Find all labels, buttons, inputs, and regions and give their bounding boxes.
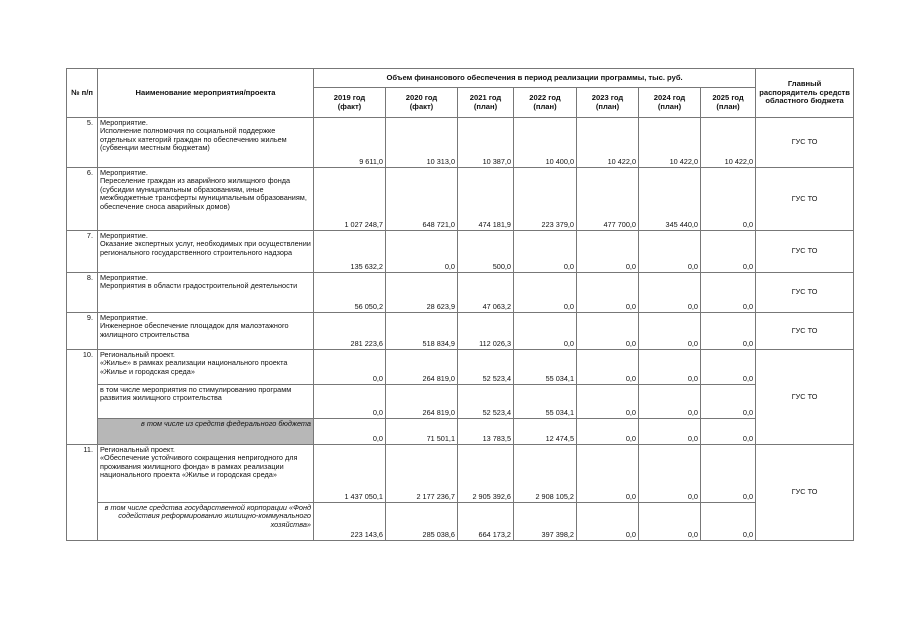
- cell-value: 28 623,9: [386, 273, 458, 313]
- cell-value: 0,0: [701, 313, 756, 350]
- cell-value: 10 422,0: [639, 118, 701, 168]
- cell-value: 0,0: [701, 273, 756, 313]
- col-header-no: № п/п: [67, 69, 98, 118]
- table-subrow: [67, 385, 854, 419]
- cell-value: 0,0: [514, 313, 577, 350]
- cell-value: 12 474,5: [514, 419, 577, 445]
- cell-value: 1 437 050,1: [314, 445, 386, 503]
- cell-value: 71 501,1: [386, 419, 458, 445]
- col-header-year: 2021 год (план): [458, 88, 514, 118]
- cell-responsible: ГУС ТО: [756, 273, 854, 313]
- cell-value: 55 034,1: [514, 385, 577, 419]
- row-number: 11.: [67, 445, 98, 541]
- row-name: Мероприятие. Оказание экспертных услуг, необходимых при осуществлении регионального государственного строительного надзора: [98, 231, 314, 273]
- col-header-year: 2022 год (план): [514, 88, 577, 118]
- row-number: 5.: [67, 118, 98, 168]
- cell-value: 285 038,6: [386, 503, 458, 541]
- table-row: [67, 118, 854, 168]
- cell-responsible: ГУС ТО: [756, 118, 854, 168]
- cell-value: 10 422,0: [577, 118, 639, 168]
- row-subname: в том числе мероприятия по стимулированию программ развития жилищного строительства: [98, 385, 314, 419]
- cell-value: 477 700,0: [577, 168, 639, 231]
- cell-value: 664 173,2: [458, 503, 514, 541]
- cell-value: 223 379,0: [514, 168, 577, 231]
- cell-responsible: ГУС ТО: [756, 231, 854, 273]
- cell-value: 0,0: [701, 385, 756, 419]
- cell-value: 0,0: [577, 503, 639, 541]
- table-row: [67, 445, 854, 503]
- cell-value: 281 223,6: [314, 313, 386, 350]
- col-header-responsible: Главный распорядитель средств областного бюджета: [756, 69, 854, 118]
- cell-value: 0,0: [577, 419, 639, 445]
- cell-value: 0,0: [639, 350, 701, 385]
- row-name: Региональный проект. «Жилье» в рамках реализации национального проекта «Жилье и городская среда»: [98, 350, 314, 385]
- cell-value: 474 181,9: [458, 168, 514, 231]
- cell-value: 648 721,0: [386, 168, 458, 231]
- cell-value: 0,0: [514, 231, 577, 273]
- cell-value: 52 523,4: [458, 350, 514, 385]
- cell-value: 0,0: [577, 231, 639, 273]
- cell-value: 397 398,2: [514, 503, 577, 541]
- cell-value: 0,0: [639, 273, 701, 313]
- cell-value: 0,0: [701, 445, 756, 503]
- table-row: [67, 168, 854, 231]
- cell-responsible: ГУС ТО: [756, 350, 854, 445]
- cell-value: 0,0: [577, 385, 639, 419]
- row-name: Региональный проект. «Обеспечение устойчивого сокращения непригодного для проживания жилищного фонда» в рамках реализации национального проекта «Жилье и городская среда»: [98, 445, 314, 503]
- cell-value: 0,0: [577, 273, 639, 313]
- col-header-year: 2023 год (план): [577, 88, 639, 118]
- cell-value: 2 908 105,2: [514, 445, 577, 503]
- table-row: [67, 313, 854, 350]
- cell-value: 0,0: [639, 231, 701, 273]
- cell-value: 52 523,4: [458, 385, 514, 419]
- table-row: [67, 350, 854, 385]
- col-header-year: 2025 год (план): [701, 88, 756, 118]
- row-number: 9.: [67, 313, 98, 350]
- cell-value: 9 611,0: [314, 118, 386, 168]
- row-number: 8.: [67, 273, 98, 313]
- cell-value: 0,0: [314, 385, 386, 419]
- cell-responsible: ГУС ТО: [756, 168, 854, 231]
- row-number: 7.: [67, 231, 98, 273]
- row-subname: в том числе средства государственной корпорации «Фонд содействия реформированию жилищно-коммунального хозяйства»: [98, 503, 314, 541]
- cell-value: 112 026,3: [458, 313, 514, 350]
- cell-value: 2 177 236,7: [386, 445, 458, 503]
- cell-value: 2 905 392,6: [458, 445, 514, 503]
- cell-value: 10 387,0: [458, 118, 514, 168]
- cell-value: 0,0: [639, 385, 701, 419]
- col-header-volume: Объем финансового обеспечения в период реализации программы, тыс. руб.: [314, 69, 756, 88]
- table-subrow: [67, 503, 854, 541]
- cell-value: 0,0: [577, 313, 639, 350]
- row-name: Мероприятие. Переселение граждан из аварийного жилищного фонда (субсидии муниципальным образованиям, иные межбюджетные трансферты муниципальным образованиям, обеспечение сноса аварийных домов): [98, 168, 314, 231]
- col-header-year: 2019 год (факт): [314, 88, 386, 118]
- row-name: Мероприятие. Мероприятия в области градостроительной деятельности: [98, 273, 314, 313]
- table-row: [67, 273, 854, 313]
- cell-value: 0,0: [701, 350, 756, 385]
- cell-value: 0,0: [639, 419, 701, 445]
- row-subname-shaded: в том числе из средств федерального бюджета: [98, 419, 314, 445]
- cell-value: 10 422,0: [701, 118, 756, 168]
- cell-value: 56 050,2: [314, 273, 386, 313]
- row-name: Мероприятие. Инженерное обеспечение площадок для малоэтажного жилищного строительства: [98, 313, 314, 350]
- cell-value: 0,0: [639, 503, 701, 541]
- row-number: 10.: [67, 350, 98, 445]
- cell-value: 10 400,0: [514, 118, 577, 168]
- cell-value: 0,0: [386, 231, 458, 273]
- cell-value: 55 034,1: [514, 350, 577, 385]
- cell-value: 0,0: [514, 273, 577, 313]
- cell-value: 0,0: [577, 350, 639, 385]
- col-header-name: Наименование мероприятия/проекта: [98, 69, 314, 118]
- cell-value: 223 143,6: [314, 503, 386, 541]
- cell-value: 264 819,0: [386, 350, 458, 385]
- table-row: [67, 231, 854, 273]
- cell-responsible: ГУС ТО: [756, 445, 854, 541]
- cell-value: 135 632,2: [314, 231, 386, 273]
- table-subrow: [67, 419, 854, 445]
- cell-value: 0,0: [577, 445, 639, 503]
- cell-value: 0,0: [701, 231, 756, 273]
- row-number: 6.: [67, 168, 98, 231]
- cell-value: 0,0: [314, 350, 386, 385]
- cell-value: 500,0: [458, 231, 514, 273]
- cell-value: 1 027 248,7: [314, 168, 386, 231]
- cell-value: 345 440,0: [639, 168, 701, 231]
- cell-value: 0,0: [639, 445, 701, 503]
- cell-value: 0,0: [639, 313, 701, 350]
- col-header-year: 2020 год (факт): [386, 88, 458, 118]
- cell-value: 0,0: [314, 419, 386, 445]
- cell-value: 10 313,0: [386, 118, 458, 168]
- budget-table: [66, 68, 854, 541]
- cell-value: 264 819,0: [386, 385, 458, 419]
- cell-value: 0,0: [701, 419, 756, 445]
- cell-value: 13 783,5: [458, 419, 514, 445]
- col-header-year: 2024 год (план): [639, 88, 701, 118]
- cell-responsible: ГУС ТО: [756, 313, 854, 350]
- cell-value: 0,0: [701, 503, 756, 541]
- cell-value: 518 834,9: [386, 313, 458, 350]
- cell-value: 47 063,2: [458, 273, 514, 313]
- cell-value: 0,0: [701, 168, 756, 231]
- row-name: Мероприятие. Исполнение полномочия по социальной поддержке отдельных категорий граждан по обеспечению жильем (субвенции местным бюджетам): [98, 118, 314, 168]
